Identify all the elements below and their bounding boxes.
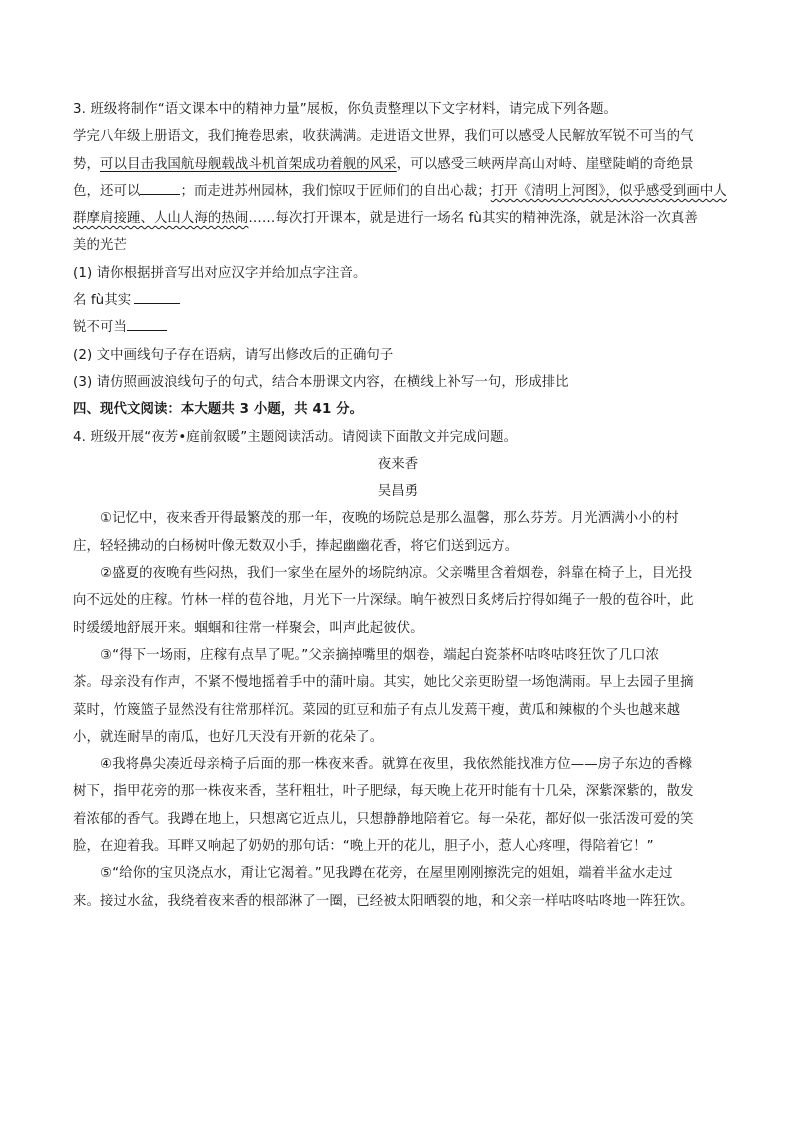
exam-page xyxy=(73,96,727,915)
q3-passage-line-5: 美的光芒 xyxy=(73,238,127,254)
essay-line: ③“得下一场雨，庄稼有点旱了呢。”父亲摘掉嘴里的烟卷，端起白瓷茶杯咕咚咕咚狂饮了几口浓 xyxy=(100,647,660,663)
essay-line: 时缓缓地舒展开来。蝈蝈和往常一样聚会，叫声此起彼伏。 xyxy=(73,620,424,636)
essay-line: 小，就连耐旱的南瓜，也好几天没有开新的花朵了。 xyxy=(73,729,384,745)
fill-in-blank[interactable] xyxy=(140,182,180,195)
essay-line: ⑤“给你的宝贝浇点水，甭让它渴着。”见我蹲在花旁，在屋里刚刚擦洗完的姐姐，端着半盆水走过 xyxy=(100,866,673,882)
q3-sub-question-3: (3) 请仿照画波浪线句子的句式，结合本册课文内容，在横线上补写一句，形成排比 xyxy=(73,374,569,390)
essay-line: 树下，指甲花旁的那一株夜来香，茎秆粗壮，叶子肥绿，每天晚上花开时能有十几朵，深紫深紫的，散发 xyxy=(73,784,694,800)
q4-stem: 4. 班级开展“夜芳•庭前叙暖”主题阅读活动。请阅读下面散文并完成问题。 xyxy=(73,429,518,445)
essay-line: 着浓郁的香气。我蹲在地上，只想离它近点儿，只想静静地陪着它。每一朵花，都好似一张活泼可爱的笑 xyxy=(73,811,694,827)
q3-passage-line-2: 势，可以目击我国航母舰载战斗机首架成功着舰的风采，可以感受三峡两岸高山对峙、崖壁陡峭的奇绝景 xyxy=(73,156,694,172)
essay-line: 茶。母亲没有作声，不紧不慢地摇着手中的蒲叶扇。其实，她比父亲更盼望一场饱满雨。早上去园子里摘 xyxy=(73,675,694,691)
q3-passage-line-4: 群摩肩接踵、人山人海的热闹……每次打开课本，就是进行一场名 fù其实的精神洗涤，就是沐浴一次真善 xyxy=(73,211,698,227)
essay-title: 夜来香 xyxy=(377,456,419,472)
wavy-underlined-sentence: 打开《清明上河图》，似乎感受到画中人 xyxy=(490,183,727,199)
essay-author: 吴昌勇 xyxy=(377,484,419,500)
section-4-heading: 四、现代文阅读：本大题共 3 小题，共 41 分。 xyxy=(73,402,364,418)
essay-line: 来。接过水盆，我绕着夜来香的根部淋了一圈，已经被太阳晒裂的地，和父亲一样咕咚咕咚地一阵狂饮。 xyxy=(73,893,694,909)
essay-line: ④我将鼻尖凑近母亲椅子后面的那一株夜来香。就算在夜里，我依然能找准方位——房子东边的香橼 xyxy=(100,757,693,773)
essay-line: 向不远处的庄稼。竹林一样的苞谷地，月光下一片深绿。晌午被烈日炙烤后拧得如绳子一般的苞谷叶，此 xyxy=(73,593,694,609)
answer-blank-b[interactable] xyxy=(127,318,167,331)
q3-passage-line-3: 色，还可以 ；而走进苏州园林，我们惊叹于匠师们的自出心裁；打开《清明上河图》，似乎感受到画中人 xyxy=(73,183,727,199)
essay-line: 庄，轻轻拂动的白杨树叶像无数双小手，捧起幽幽花香，将它们送到远方。 xyxy=(73,538,519,554)
essay-line: ①记忆中，夜来香开得最繁茂的那一年，夜晚的场院总是那么温馨，那么芬芳。月光洒满小小的村 xyxy=(100,511,679,527)
q3-sub1-item-b: 锐不可当 xyxy=(73,314,723,341)
essay-line: 脸，在迎着我。耳畔又响起了奶奶的那句话：“晚上开的花儿，胆子小，惹人心疼哩，得陪着它！” xyxy=(73,839,654,855)
wavy-underlined-sentence-cont: 群摩肩接踵、人山人海的热闹 xyxy=(73,211,249,227)
q3-sub-question-1: (1) 请你根据拼音写出对应汉字并给加点字注音。 xyxy=(73,265,367,281)
q3-passage-line-1: 学完八年级上册语文，我们掩卷思索，收获满满。走进语文世界，我们可以感受人民解放军锐不可当的气 xyxy=(73,129,694,145)
underlined-sentence: 可以目击我国航母舰载战斗机首架成功着舰的风采 xyxy=(99,156,397,172)
essay-line: ②盛夏的夜晚有些闷热，我们一家坐在屋外的场院纳凉。父亲嘴里含着烟卷，斜靠在椅子上，目光投 xyxy=(100,566,693,582)
q3-stem: 3. 班级将制作“语文课本中的精神力量”展板，你负责整理以下文字材料，请完成下列各题。 xyxy=(73,102,618,117)
essay-line: 菜时，竹篾篮子显然没有往常那样沉。菜园的豇豆和茄子有点儿发蔫干瘦，黄瓜和辣椒的个头也越来越 xyxy=(73,702,681,718)
answer-blank-a[interactable] xyxy=(134,291,180,304)
q3-sub-question-2: (2) 文中画线句子存在语病，请写出修改后的正确句子 xyxy=(73,347,394,363)
q3-sub1-item-a: 名 fù其实 xyxy=(73,287,723,314)
